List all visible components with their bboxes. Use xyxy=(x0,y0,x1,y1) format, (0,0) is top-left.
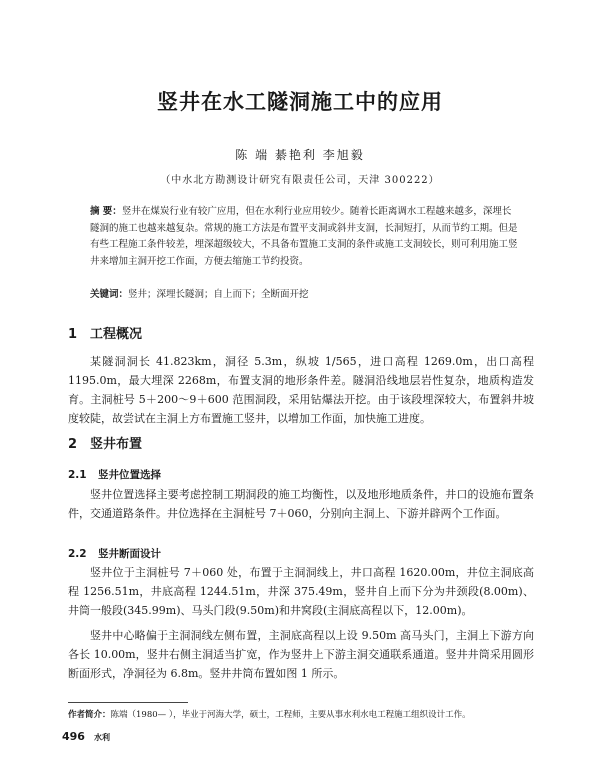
section-title: 工程概况 xyxy=(90,327,143,342)
page-title: 竖井在水工隧洞施工中的应用 xyxy=(157,90,443,114)
section-title: 竖井布置 xyxy=(90,437,143,452)
abstract-text: 竖井在煤炭行业有较广应用，但在水利行业应用较少。随着长距离调水工程越来越多，深埋长隧洞的施工也越来越复杂。常规的施工方法是布置平支洞或斜井支洞，长洞短打，从而节约工期。但是有些工程施工条件较差，埋深超级较大，不具备布置施工支洞的条件或施工支洞较长，则可利用施工竖井来增加主洞开挖工作面，方便去缩施工节约投资。 xyxy=(90,206,518,267)
paragraph: 竖井位置选择主要考虑控制工期洞段的施工均衡性，以及地形地质条件，井口的设施布置条件，交通道路条件。井位选择在主洞桩号 7＋060，分别向主洞上、下游并辟两个工作面。 xyxy=(68,488,534,520)
section-number: 2 xyxy=(68,437,78,452)
journal-mark: 水利 xyxy=(94,733,110,742)
paragraph: 竖井位于主洞桩号 7＋060 处，布置于主洞洞线上，井口高程 1620.00m，井位主洞底高程 1256.51m，井底高程 1244.51m，井深 375.49m，竖井自上而下分为井颈段(8.00m)、井筒一般段(345.99m)、马头门段(9.50m)和井窝段(主洞底高程以下，12.00m)。 xyxy=(68,566,534,617)
subsection-2-2-heading xyxy=(68,546,161,561)
section-number: 1 xyxy=(68,327,78,342)
subsection-title: 竖井断面设计 xyxy=(98,548,161,560)
page-number: 496 xyxy=(62,730,85,743)
paragraph: 竖井中心略偏于主洞洞线左侧布置，主洞底高程以上设 9.50m 高马头门，主洞上下游方向各长 10.00m，竖井右侧主洞适当扩宽，作为竖井上下游主洞交通联系通道。竖井井筒采用圆形断面形式，净洞径为 6.8m。竖井井筒布置如图 1 所示。 xyxy=(68,629,534,680)
section-2-heading xyxy=(68,433,142,452)
footnote-text: 陈端（1980— ），毕业于河海大学，硕士，工程师，主要从事水利水电工程施工组织设计工作。 xyxy=(110,710,471,720)
abstract xyxy=(90,204,520,270)
subsection-number: 2.2 xyxy=(68,548,87,560)
abstract-label: 摘 要： xyxy=(90,206,122,217)
section-1-heading xyxy=(68,323,142,342)
subsection-2-1-heading xyxy=(68,467,161,482)
footnote xyxy=(68,708,471,720)
footnote-rule xyxy=(68,702,188,703)
authors: 陈 端 綦艳利 李旭毅 xyxy=(235,148,365,162)
keywords xyxy=(90,286,520,300)
footnote-label: 作者简介： xyxy=(68,710,111,720)
subsection-number: 2.1 xyxy=(68,469,87,481)
keywords-label: 关键词： xyxy=(90,289,129,300)
affiliation: （中水北方勘测设计研究有限责任公司，天津 300222） xyxy=(160,175,440,186)
subsection-title: 竖井位置选择 xyxy=(98,469,161,481)
paragraph: 某隧洞洞长 41.823km，洞径 5.3m，纵坡 1/565，进口高程 1269.0m，出口高程 1195.0m，最大埋深 2268m，布置支洞的地形条件差。隧洞沿线地层岩性复杂，地质构造发育。主洞桩号 5＋200～9＋600 范围洞段，采用钻爆法开挖。由于该段埋深较大，布置斜井坡度较陡，故尝试在主洞上方布置施工竖井，以增加工作面，加快施工进度。 xyxy=(68,355,534,425)
keywords-text: 竖井；深埋长隧洞；自上而下；全断面开挖 xyxy=(128,289,309,300)
